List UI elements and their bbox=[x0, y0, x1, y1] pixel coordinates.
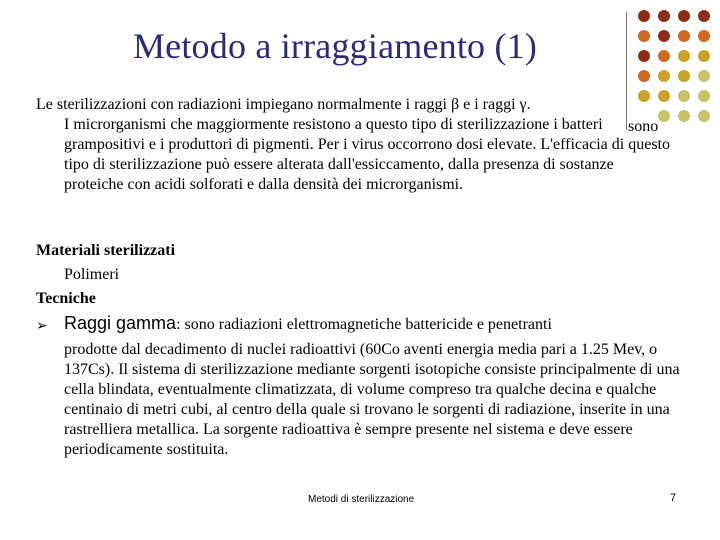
materials-item: Polimeri bbox=[64, 266, 120, 283]
decorative-dot bbox=[678, 50, 690, 62]
techniques-heading: Tecniche bbox=[36, 290, 96, 307]
intro-line-1: Le sterilizzazioni con radiazioni impiegano normalmente i raggi β e i raggi γ. bbox=[36, 96, 531, 113]
decorative-dot bbox=[658, 70, 670, 82]
decorative-dot bbox=[698, 70, 710, 82]
decorative-dot bbox=[638, 70, 650, 82]
decorative-dot bbox=[658, 10, 670, 22]
decorative-dot bbox=[678, 90, 690, 102]
decorative-dot bbox=[698, 90, 710, 102]
decorative-dot bbox=[698, 50, 710, 62]
decorative-dot bbox=[698, 110, 710, 122]
bullet-first-line: : sono radiazioni elettromagnetiche battericide e penetranti bbox=[176, 316, 552, 333]
decorative-dot bbox=[678, 30, 690, 42]
materials-heading: Materiali sterilizzati bbox=[36, 242, 176, 259]
page-number: 7 bbox=[670, 492, 677, 504]
intro-sono-word: sono bbox=[628, 118, 659, 135]
slide-title: Metodo a irraggiamento (1) bbox=[132, 26, 538, 66]
bullet-term: Raggi gamma bbox=[64, 313, 177, 333]
decorative-dot bbox=[678, 110, 690, 122]
decorative-dot bbox=[698, 30, 710, 42]
intro-rest: I microrganismi che maggiormente resistono a questo tipo di sterilizzazione i batteri grampositivi e i produttori di pigmenti. Per i virus occorrono dosi elevate. L'efficacia di questo tipo di sterilizzazione può essere alterata dall'essiccamento, dalla presenza di sostanze proteiche con acidi solforati e dalla densità dei microrganismi. bbox=[64, 116, 670, 193]
arrow-bullet-icon: ➢ bbox=[36, 318, 48, 334]
bullet-body: prodotte dal decadimento di nuclei radioattivi (60Co aventi energia media pari a 1.25 Mev, o 137Cs). Il sistema di sterilizzazione mediante sorgenti isotopiche consiste principalmente di una cella blindata, eventualmente climatizzata, di volume compreso tra qualche decina e qualche centinaio di metri cubi, al centro della quale si trovano le sorgenti di radiazione, inserite in una rastrelliera metallica. La sorgente radioattiva è sempre presente nel sistema e deve essere periodicamente sostituita. bbox=[64, 341, 680, 458]
decorative-dot bbox=[698, 10, 710, 22]
footer-title: Metodi di sterilizzazione bbox=[308, 494, 415, 505]
decorative-dot bbox=[638, 10, 650, 22]
decorative-dot bbox=[678, 10, 690, 22]
intro-paragraph bbox=[36, 95, 676, 195]
decorative-dot bbox=[678, 70, 690, 82]
